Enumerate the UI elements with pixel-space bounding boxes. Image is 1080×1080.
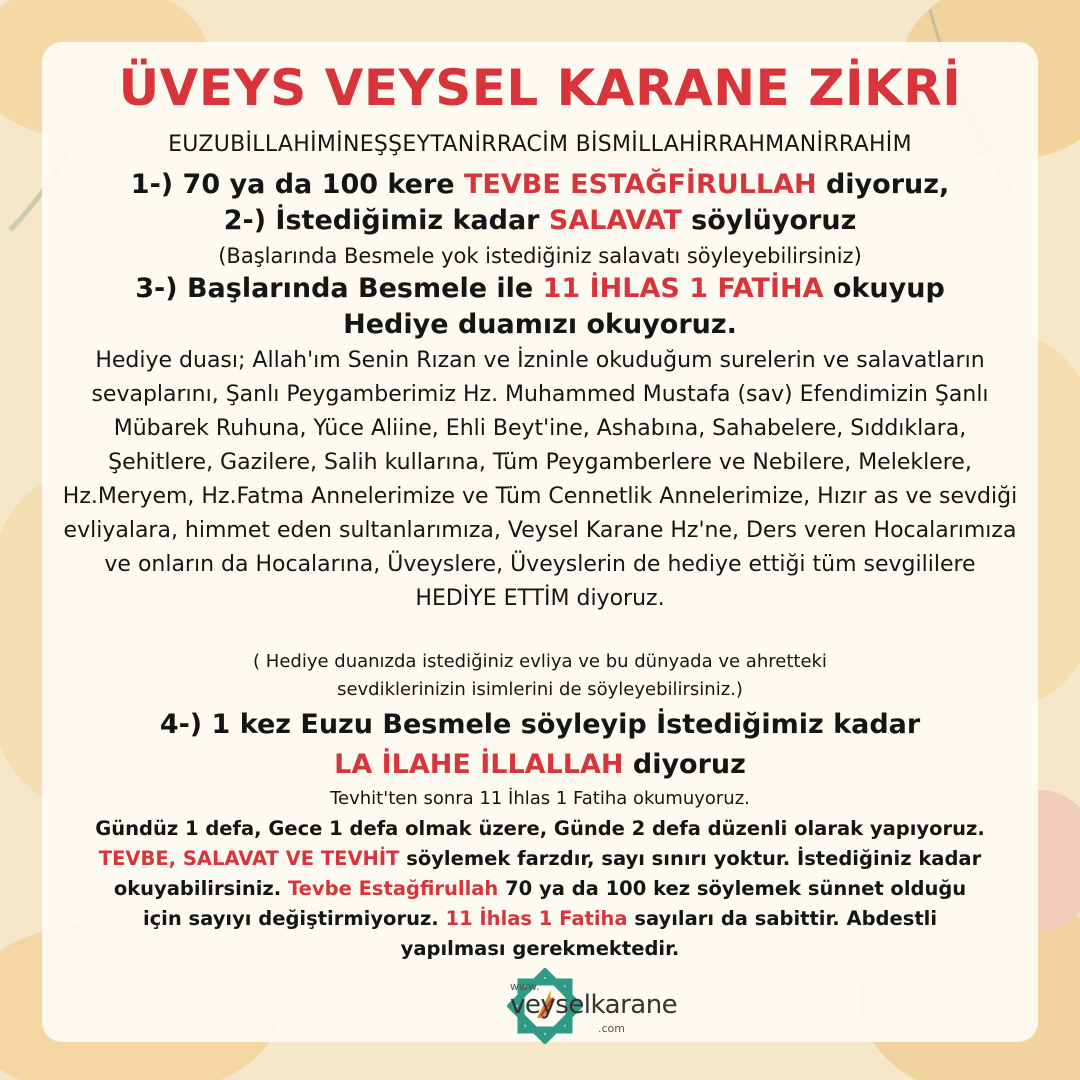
veyselkarane-logo <box>430 968 678 1044</box>
logo-www: www. <box>510 980 540 993</box>
step-4: 4-) 1 kez Euzu Besmele söyleyip İstediğimiz kadar <box>159 709 921 740</box>
hediye-duasi-end: HEDİYE ETTİM diyoruz. <box>415 586 665 611</box>
step-1 <box>42 168 1038 202</box>
final-highlight-3: 11 İhlas 1 Fatiha <box>445 907 628 930</box>
euzu-besmele-line: EUZUBİLLAHİMİNEŞŞEYTANİRRACİM BİSMİLLAHİRRAHMANİRRAHİM <box>168 132 912 157</box>
page-title: ÜVEYS VEYSEL KARANE ZİKRİ <box>118 59 962 117</box>
final-paragraph <box>92 814 988 964</box>
step-3-line-2: Hediye duamızı okuyoruz. <box>343 309 737 340</box>
logo-com: .com <box>598 1022 625 1035</box>
tevhit-note: Tevhit'ten sonra 11 İhlas 1 Fatiha okumuyoruz. <box>330 788 750 809</box>
step-3-suffix: okuyup <box>823 273 945 304</box>
step-2-note: (Başlarında Besmele yok istediğiniz salavatı söyleyebilirsiniz) <box>218 244 862 268</box>
step-1-text: 1-) 70 ya da 100 kere <box>130 169 464 200</box>
final-highlight-1: TEVBE, SALAVAT VE TEVHİT <box>98 847 400 870</box>
step-3 <box>42 272 1038 306</box>
step-3-text: 3-) Başlarında Besmele ile <box>135 273 543 304</box>
content <box>42 42 1038 1042</box>
step-2-suffix: söylüyoruz <box>681 205 857 236</box>
final-text-4: sayıları da sabittir. Abdestli yapılması gerekmektedir. <box>400 907 938 960</box>
step-4-suffix: diyoruz <box>623 749 746 780</box>
step-4-line-2 <box>42 748 1038 782</box>
step-1-highlight: TEVBE ESTAĞFİRULLAH <box>464 169 817 200</box>
hediye-duasi-text: Hediye duası; Allah'ım Senin Rızan ve İzninle okuduğum surelerin ve salavatların sevaplarını, Şanlı Peygamberimiz Hz. Muhammed Mustafa (sav) Efendimizin Şanlı Mübarek Ruhuna, Yüce Aliine, Ehli Beyt'ine, Ashabına, Sahabelere, Sıddıklara, Şehitlere, Gazilere, Salih kullarına, Tüm Peygamberlere ve Nebilere, Meleklere, Hz.Meryem, Hz.Fatma Annelerimize ve Tüm Cennetlik Annelerimize, Hızır as ve sevdiği evliyalara, himmet eden sultanlarımıza, Veysel Karane Hz'ne, Ders veren Hocalarımıza ve onların da Hocalarına, Üveyslere, Üveyslerin de hediye ettiği tüm sevgililere <box>62 348 1018 577</box>
step-1-suffix: diyoruz, <box>816 169 950 200</box>
step-3-highlight: 11 İHLAS 1 FATİHA <box>542 273 824 304</box>
step-2 <box>42 204 1038 238</box>
logo-name: veyselkarane <box>510 990 678 1020</box>
step-2-text: 2-) İstediğimiz kadar <box>223 205 549 236</box>
step-2-highlight: SALAVAT <box>548 205 682 236</box>
hediye-duasi <box>62 344 1018 616</box>
final-text-3: 70 ya da 100 kez söylemek sünnet olduğu için sayıyı değiştirmiyoruz. <box>142 877 967 930</box>
final-highlight-2: Tevbe Estağfirullah <box>287 877 499 900</box>
step-4-highlight: LA İLAHE İLLALLAH <box>334 749 624 780</box>
hediye-note: ( Hediye duanızda istediğiniz evliya ve bu dünyada ve ahretteki sevdiklerinizin isimlerini de söyleyebilirsiniz.) <box>253 651 827 700</box>
final-text-2: söylemek farzdır, sayı sınırı yoktur. İstediğiniz kadar okuyabilirsiniz. <box>113 847 982 900</box>
final-text-1: Gündüz 1 defa, Gece 1 defa olmak üzere, Günde 2 defa düzenli olarak yapıyoruz. <box>95 817 985 840</box>
